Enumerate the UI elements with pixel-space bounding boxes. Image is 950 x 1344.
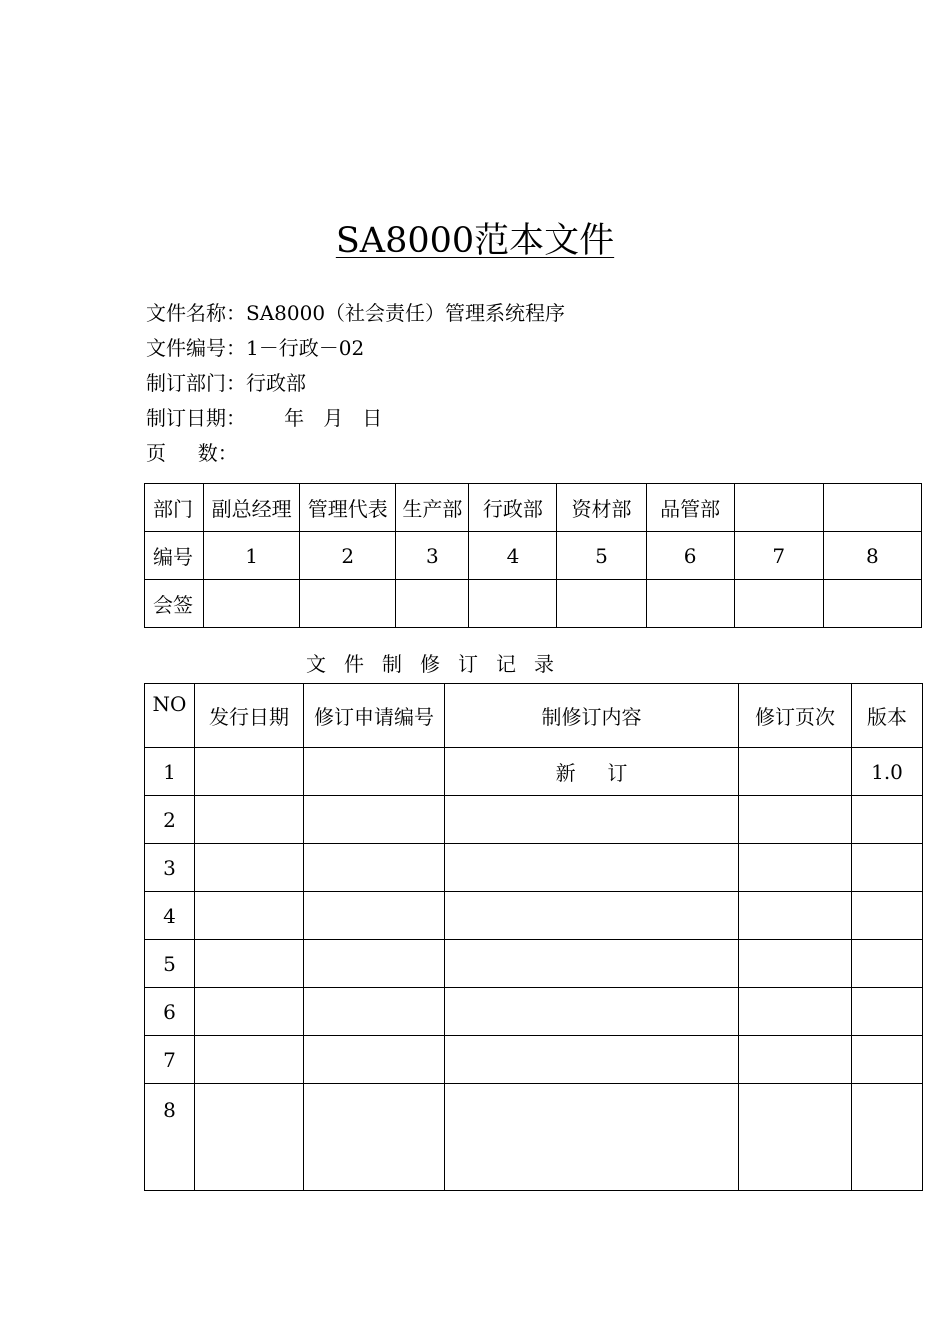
row-no: 7 xyxy=(145,1036,195,1084)
row-pages[interactable] xyxy=(739,892,852,940)
department-row xyxy=(145,484,922,532)
revision-row xyxy=(145,1084,923,1191)
row-no: 6 xyxy=(145,988,195,1036)
row-header-signoff: 会签 xyxy=(145,580,204,628)
row-request[interactable] xyxy=(304,940,445,988)
revision-row xyxy=(145,796,923,844)
signoff-cell[interactable] xyxy=(469,580,557,628)
row-pages[interactable] xyxy=(739,988,852,1036)
number-cell: 1 xyxy=(204,532,300,580)
department-cell: 资材部 xyxy=(557,484,646,532)
number-cell: 6 xyxy=(646,532,734,580)
number-cell: 8 xyxy=(823,532,921,580)
row-request[interactable] xyxy=(304,1084,445,1191)
row-version[interactable] xyxy=(852,1084,923,1191)
signoff-cell[interactable] xyxy=(646,580,734,628)
row-date[interactable] xyxy=(195,748,304,796)
row-date[interactable] xyxy=(195,892,304,940)
number-cell: 2 xyxy=(300,532,396,580)
row-no: 5 xyxy=(145,940,195,988)
department-cell xyxy=(734,484,823,532)
row-request[interactable] xyxy=(304,748,445,796)
row-request[interactable] xyxy=(304,796,445,844)
meta-department: 制订部门：行政部 xyxy=(146,371,306,395)
row-no: 8 xyxy=(145,1084,195,1191)
number-cell: 5 xyxy=(557,532,646,580)
department-cell: 品管部 xyxy=(646,484,734,532)
row-content[interactable] xyxy=(445,892,739,940)
revision-row xyxy=(145,748,923,796)
row-version[interactable] xyxy=(852,1036,923,1084)
number-row xyxy=(145,532,922,580)
signoff-cell[interactable] xyxy=(734,580,823,628)
row-content[interactable] xyxy=(445,796,739,844)
department-cell: 行政部 xyxy=(469,484,557,532)
number-cell: 3 xyxy=(396,532,469,580)
document-title: SA8000范本文件 xyxy=(335,221,615,261)
row-date[interactable] xyxy=(195,796,304,844)
row-pages[interactable] xyxy=(739,940,852,988)
row-version[interactable] xyxy=(852,892,923,940)
header-issue-date: 发行日期 xyxy=(195,684,304,748)
row-pages[interactable] xyxy=(739,796,852,844)
row-date[interactable] xyxy=(195,1036,304,1084)
meta-file-number: 文件编号：1－行政－02 xyxy=(146,336,365,360)
signoff-cell[interactable] xyxy=(300,580,396,628)
signoff-row xyxy=(145,580,922,628)
revision-row xyxy=(145,988,923,1036)
row-no: 3 xyxy=(145,844,195,892)
row-request[interactable] xyxy=(304,988,445,1036)
revision-row xyxy=(145,844,923,892)
row-no: 2 xyxy=(145,796,195,844)
row-pages[interactable] xyxy=(739,1036,852,1084)
row-content[interactable]: 新 订 xyxy=(445,748,739,796)
meta-page-count: 页 数： xyxy=(146,441,238,465)
signoff-cell[interactable] xyxy=(396,580,469,628)
row-no: 4 xyxy=(145,892,195,940)
revision-record-table xyxy=(144,683,923,1191)
row-content[interactable] xyxy=(445,844,739,892)
document-meta xyxy=(146,296,565,471)
row-content[interactable] xyxy=(445,1084,739,1191)
department-cell xyxy=(823,484,921,532)
number-cell: 7 xyxy=(734,532,823,580)
meta-date: 制订日期： 年 月 日 xyxy=(146,406,383,430)
header-revision-content: 制修订内容 xyxy=(445,684,739,748)
revision-header-row xyxy=(145,684,923,748)
row-date[interactable] xyxy=(195,940,304,988)
row-header-department: 部门 xyxy=(145,484,204,532)
row-content[interactable] xyxy=(445,1036,739,1084)
row-pages[interactable] xyxy=(739,844,852,892)
row-content[interactable] xyxy=(445,988,739,1036)
row-request[interactable] xyxy=(304,1036,445,1084)
header-version: 版本 xyxy=(852,684,923,748)
signoff-cell[interactable] xyxy=(204,580,300,628)
signoff-cell[interactable] xyxy=(823,580,921,628)
row-version[interactable] xyxy=(852,988,923,1036)
row-pages[interactable] xyxy=(739,748,852,796)
header-revised-pages: 修订页次 xyxy=(739,684,852,748)
row-date[interactable] xyxy=(195,1084,304,1191)
row-date[interactable] xyxy=(195,844,304,892)
revision-record-title: 文件制修订记录 xyxy=(306,652,572,676)
header-no: NO xyxy=(145,684,195,748)
revision-row xyxy=(145,892,923,940)
row-version[interactable]: 1.0 xyxy=(852,748,923,796)
signoff-cell[interactable] xyxy=(557,580,646,628)
department-cell: 副总经理 xyxy=(204,484,300,532)
meta-file-name: 文件名称：SA8000（社会责任）管理系统程序 xyxy=(146,301,566,325)
row-version[interactable] xyxy=(852,796,923,844)
row-header-number: 编号 xyxy=(145,532,204,580)
row-content[interactable] xyxy=(445,940,739,988)
department-cell: 生产部 xyxy=(396,484,469,532)
header-request-number: 修订申请编号 xyxy=(304,684,445,748)
row-request[interactable] xyxy=(304,844,445,892)
row-version[interactable] xyxy=(852,844,923,892)
row-date[interactable] xyxy=(195,988,304,1036)
revision-row xyxy=(145,940,923,988)
row-no: 1 xyxy=(145,748,195,796)
department-signoff-table xyxy=(144,483,922,628)
row-pages[interactable] xyxy=(739,1084,852,1191)
department-cell: 管理代表 xyxy=(300,484,396,532)
revision-row xyxy=(145,1036,923,1084)
number-cell: 4 xyxy=(469,532,557,580)
row-request[interactable] xyxy=(304,892,445,940)
row-version[interactable] xyxy=(852,940,923,988)
